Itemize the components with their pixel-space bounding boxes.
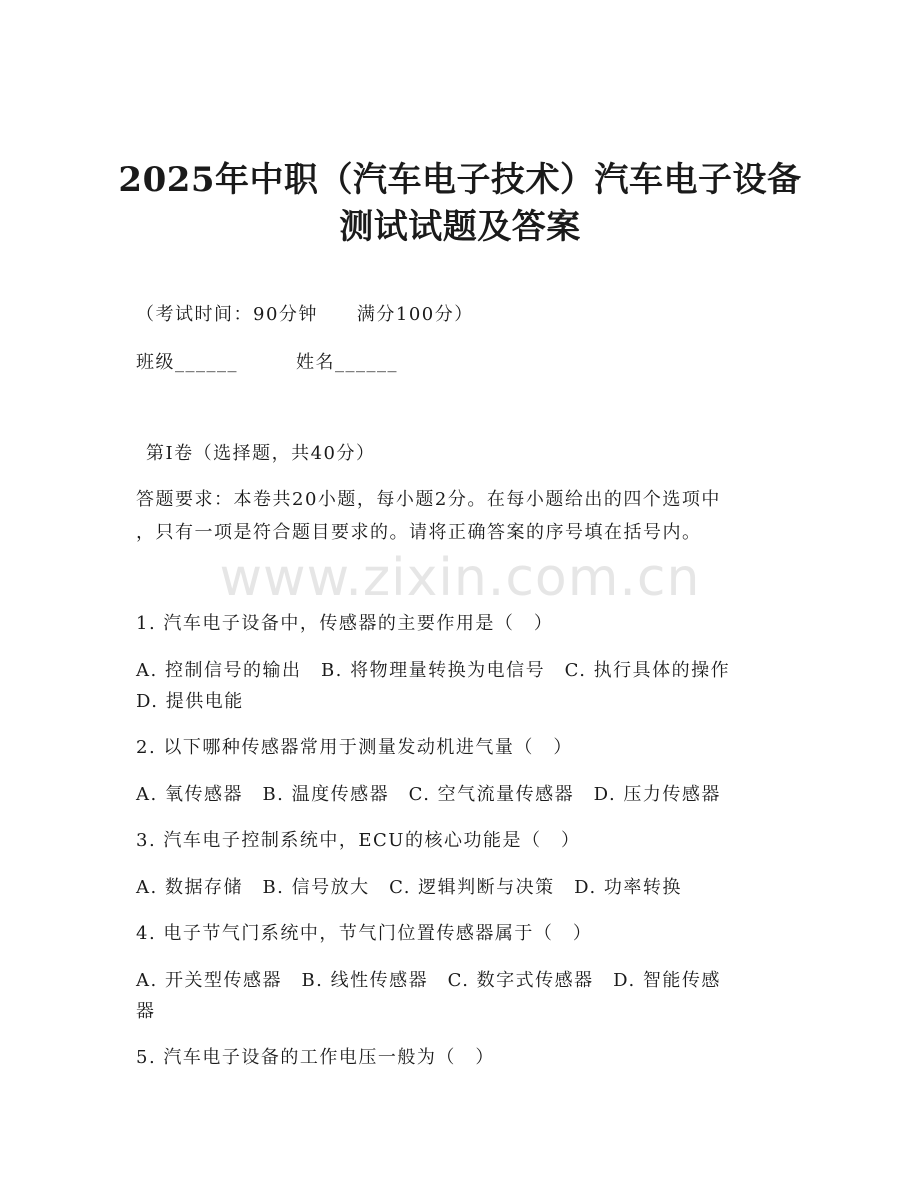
name-field-label: 姓名______ xyxy=(296,352,398,373)
question-options: A. 数据存储 B. 信号放大 C. 逻辑判断与决策 D. 功率转换 xyxy=(136,877,682,898)
question-stem: 1. 汽车电子设备中，传感器的主要作用是（ ） xyxy=(136,613,554,634)
question-stem: 2. 以下哪种传感器常用于测量发动机进气量（ ） xyxy=(136,737,573,758)
instruction-line-2: ，只有一项是符合题目要求的。请将正确答案的序号填在括号内。 xyxy=(136,522,702,543)
document-title-line2: 测试试题及答案 xyxy=(339,207,581,247)
section-heading: 第I卷（选择题，共40分） xyxy=(146,443,376,464)
question-options-continued: D. 提供电能 xyxy=(136,691,244,712)
instruction-line-1: 答题要求：本卷共20小题，每小题2分。在每小题给出的四个选项中 xyxy=(136,489,721,510)
question-options: A. 控制信号的输出 B. 将物理量转换为电信号 C. 执行具体的操作 xyxy=(136,660,731,681)
question-stem: 3. 汽车电子控制系统中，ECU的核心功能是（ ） xyxy=(136,830,581,851)
exam-info: （考试时间：90分钟 满分100分） xyxy=(136,304,474,325)
question-stem: 5. 汽车电子设备的工作电压一般为（ ） xyxy=(136,1047,495,1068)
document-title-line1: 2025年中职（汽车电子技术）汽车电子设备 xyxy=(118,160,802,200)
question-options-continued: 器 xyxy=(136,1001,156,1022)
question-options: A. 开关型传感器 B. 线性传感器 C. 数字式传感器 D. 智能传感 xyxy=(136,970,721,991)
question-stem: 4. 电子节气门系统中，节气门位置传感器属于（ ） xyxy=(136,923,593,944)
watermark: www.zixin.com.cn xyxy=(219,548,701,608)
question-options: A. 氧传感器 B. 温度传感器 C. 空气流量传感器 D. 压力传感器 xyxy=(136,784,721,805)
student-info-row xyxy=(136,352,796,374)
class-field-label: 班级______ xyxy=(136,352,238,373)
